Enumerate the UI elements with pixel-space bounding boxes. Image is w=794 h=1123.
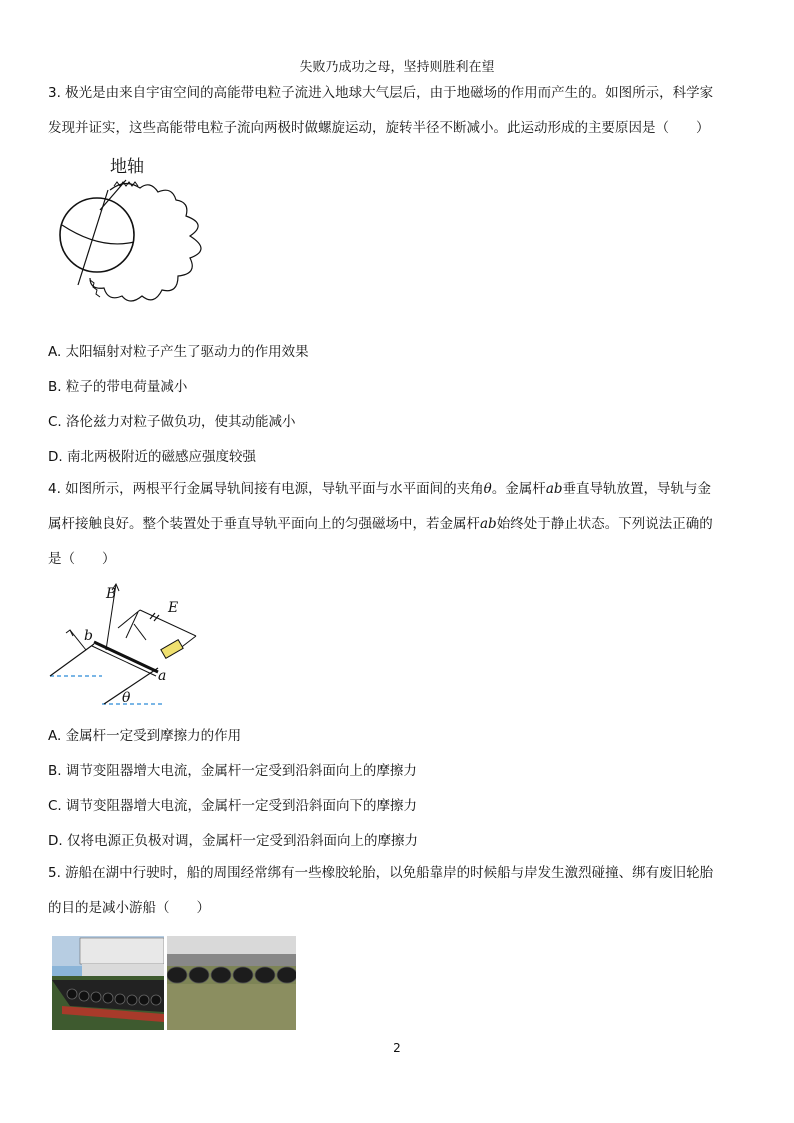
q3-option-a: A. 太阳辐射对粒子产生了驱动力的作用效果 [48,344,309,360]
metal-rod-ab [94,642,158,672]
q4-line-1: 4. 如图所示，两根平行金属导轨间接有电源，导轨平面与水平面间的夹角θ。金属杆ab垂直导轨放置，导轨与金 [48,481,712,497]
q3-line-2: 发现并证实，这些高能带电粒子流向两极时做螺旋运动，旋转半径不断减小。此运动形成的主要原因是（ ） [48,120,710,136]
page-number: 2 [393,1041,401,1055]
question-5-text [48,856,750,926]
battery-plate-1 [150,613,155,619]
q4-option-a: A. 金属杆一定受到摩擦力的作用 [48,728,242,744]
label-E: E [168,600,179,616]
q5-line-2: 的目的是减小游船（ ） [48,900,210,916]
q3-option-c: C. 洛伦兹力对粒子做负功，使其动能减小 [48,414,296,430]
q4-line-3: 是（ ） [48,551,116,567]
q4-option-b: B. 调节变阻器增大电流，金属杆一定受到沿斜面向上的摩擦力 [48,763,417,779]
aurora-earth-figure [50,150,220,320]
q4-option-d: D. 仅将电源正负极对调，金属杆一定受到沿斜面向上的摩擦力 [48,833,418,849]
question-4-text [48,472,750,577]
label-theta: θ [122,690,131,706]
q4-line-2: 属杆接触良好。整个装置处于垂直导轨平面向上的匀强磁场中，若金属杆ab始终处于静止状态。下列说法正确的 [48,516,713,532]
q3-option-d: D. 南北两极附近的磁感应强度较强 [48,449,256,465]
earth-circle [60,198,134,272]
rheostat [161,640,183,659]
earth-equator [62,225,134,244]
boat-photo-2 [167,936,296,1030]
q3-option-b: B. 粒子的带电荷量减小 [48,379,188,395]
question-3-text [48,76,750,146]
q3-line-1: 3. 极光是由来自宇宙空间的高能带电粒子流进入地球大气层后，由于地磁场的作用而产生的。如图所示，科学家 [48,85,714,101]
q5-line-1: 5. 游船在湖中行驶时，船的周围经常绑有一些橡胶轮胎，以免船靠岸的时候船与岸发生激烈碰撞、绑有废旧轮胎 [48,865,714,881]
q4-option-c: C. 调节变阻器增大电流，金属杆一定受到沿斜面向下的摩擦力 [48,798,418,814]
rail-circuit-figure [46,580,206,710]
label-a: a [158,668,167,684]
metal-rod-edge [92,646,156,676]
circuit-wire-top [118,610,140,628]
label-b: b [84,628,93,644]
incline-left [50,644,94,676]
page-header: 失败乃成功之母，坚持则胜利在望 [299,60,495,75]
boat-photo-1 [52,936,164,1030]
label-B: B [106,586,117,602]
spiral-particle-path [90,183,201,301]
b-field-arrow-4 [134,624,146,640]
earth-axis-label: 地轴 [110,157,144,177]
